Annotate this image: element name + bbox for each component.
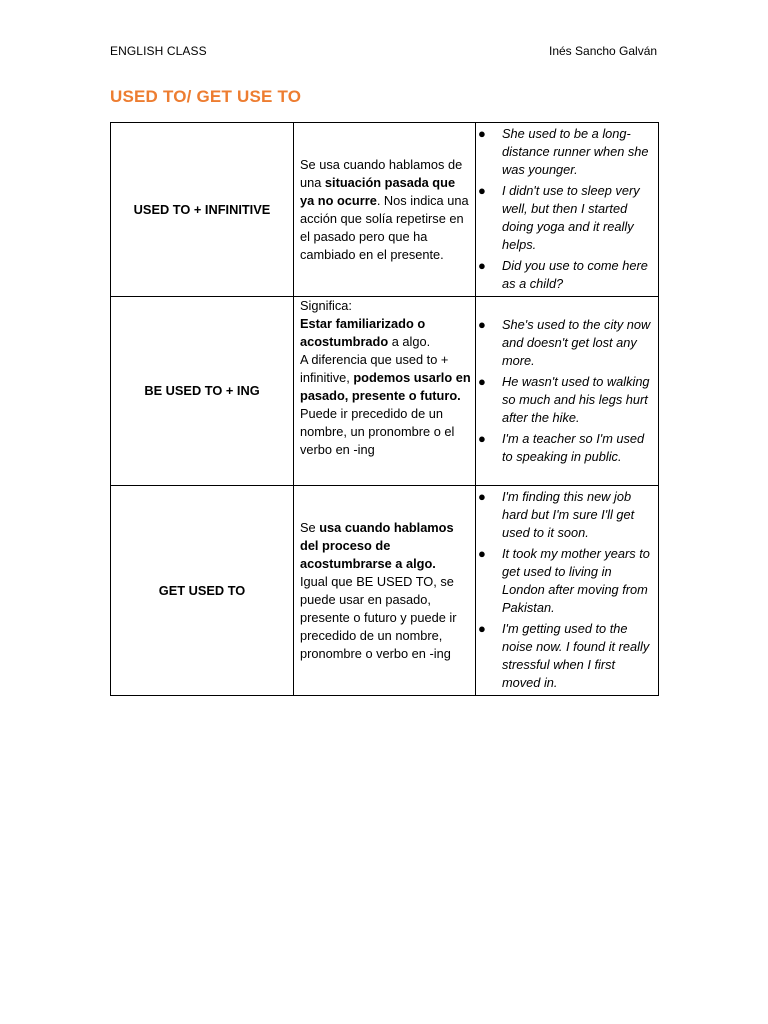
example-text: Did you use to come here as a child?	[502, 258, 648, 291]
description-text: Se	[300, 519, 320, 535]
table-row	[111, 297, 659, 486]
example-item	[476, 620, 654, 692]
example-text: I'm finding this new job hard but I'm sure I'll get used to it soon.	[502, 489, 635, 540]
description-text: Igual que BE USED TO, se puede usar en pasado, presente o futuro y puede ir precedido de un nombre, pronombre o verbo en -ing	[300, 573, 457, 661]
example-item	[476, 257, 654, 293]
example-text: She used to be a long-distance runner when she was younger.	[502, 126, 649, 177]
table-row	[111, 486, 659, 696]
description-text: podemos usarlo en pasado, presente o futuro.	[300, 370, 471, 403]
example-item	[476, 488, 654, 542]
header-author-name: Inés Sancho Galván	[549, 44, 658, 58]
page-title: USED TO/ GET USE TO	[110, 87, 302, 106]
header-left-text: ENGLISH CLASS	[110, 44, 207, 58]
examples-list	[476, 316, 654, 466]
structure-label: GET USED TO	[111, 486, 294, 696]
structure-label: USED TO + INFINITIVE	[111, 123, 294, 297]
example-text: I'm getting used to the noise now. I found it really stressful when I first moved in.	[502, 621, 650, 690]
example-text: He wasn't used to walking so much and his legs hurt after the hike.	[502, 373, 650, 425]
structure-description	[294, 486, 476, 696]
example-item	[476, 316, 654, 370]
example-text: She's used to the city now and doesn't get lost any more.	[502, 316, 651, 368]
structure-label: BE USED TO + ING	[111, 297, 294, 486]
example-item	[476, 430, 654, 466]
description-text: Significa:	[300, 298, 352, 313]
bullet-icon: ●	[478, 316, 486, 332]
examples-cell	[476, 297, 659, 486]
structure-description	[294, 297, 476, 486]
description-text: Puede ir precedido de un nombre, un pronombre o el verbo en -ing	[300, 406, 455, 457]
bullet-icon: ●	[478, 621, 486, 636]
example-text: I didn't use to sleep very well, but then I started doing yoga and it really helps.	[502, 183, 640, 252]
example-item	[476, 182, 654, 254]
bullet-icon: ●	[478, 489, 486, 504]
description-text: . Nos indica una acción que solía repetirse en el pasado pero que ha cambiado en el presente.	[300, 192, 469, 262]
examples-list	[476, 125, 654, 293]
example-text: I'm a teacher so I'm used to speaking in public.	[502, 430, 645, 464]
bullet-icon: ●	[478, 126, 486, 141]
examples-list	[476, 488, 654, 692]
description-text: A diferencia que used to + infinitive,	[300, 352, 449, 385]
examples-cell	[476, 486, 659, 696]
example-text: It took my mother years to get used to living in London after moving from Pakistan.	[502, 546, 650, 615]
description-text: a algo.	[388, 334, 431, 349]
table-row	[111, 123, 659, 297]
description-text: Estar familiarizado o acostumbrado	[300, 316, 426, 349]
bullet-icon: ●	[478, 373, 486, 389]
bullet-icon: ●	[478, 258, 486, 273]
bullet-icon: ●	[478, 430, 486, 446]
description-text: Se usa cuando hablamos de una	[300, 156, 463, 190]
bullet-icon: ●	[478, 546, 486, 561]
structure-description	[294, 123, 476, 297]
example-item	[476, 373, 654, 427]
bullet-icon: ●	[478, 183, 486, 198]
description-text: usa cuando hablamos del proceso de acostumbrarse a algo.	[300, 519, 454, 571]
grammar-table	[110, 122, 659, 696]
example-item	[476, 125, 654, 179]
example-item	[476, 545, 654, 617]
description-text: situación pasada que ya no ocurre	[300, 174, 456, 208]
examples-cell	[476, 123, 659, 297]
